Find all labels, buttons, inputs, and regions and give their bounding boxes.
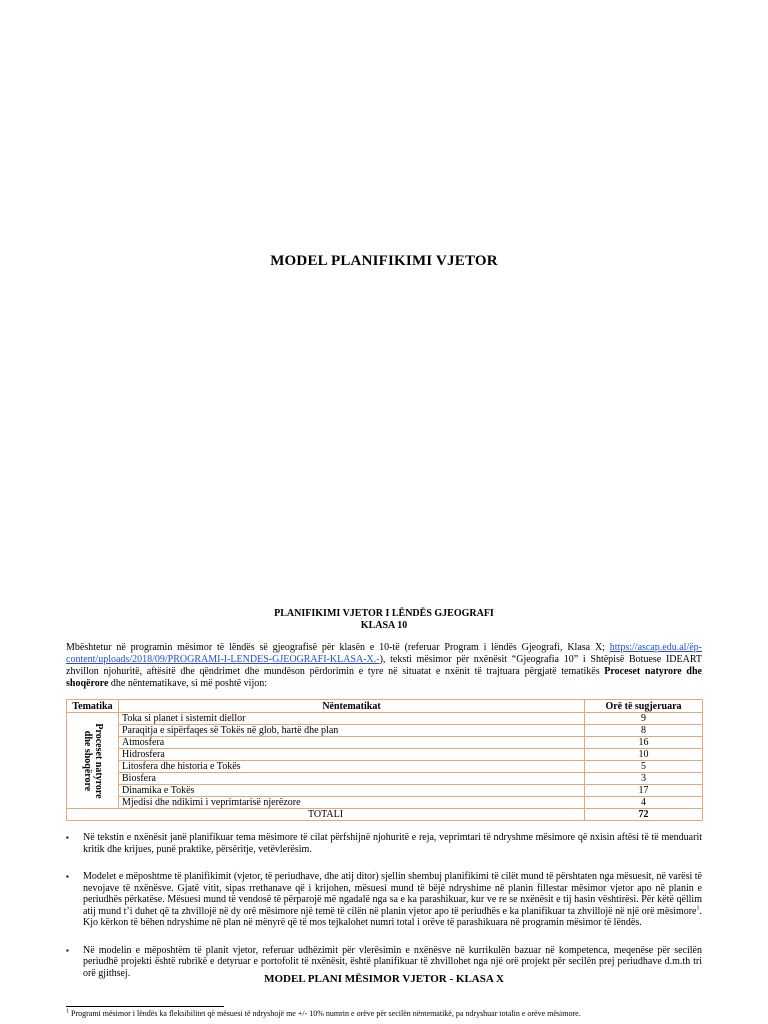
bullet-square-icon: ▪ xyxy=(66,833,69,842)
plan-heading-line2: KLASA 10 xyxy=(360,620,408,631)
subtopic-cell: Biosfera xyxy=(119,773,585,785)
table-header-row xyxy=(67,700,703,713)
table-row xyxy=(67,785,703,797)
hours-cell: 4 xyxy=(585,797,703,809)
hours-cell: 16 xyxy=(585,737,703,749)
subtopic-cell: Dinamika e Tokës xyxy=(119,785,585,797)
footnote-mark: 1 xyxy=(66,1008,69,1015)
intro-text-1: Mbështetur në programin mësimor të lëndës së gjeografisë për klasën e 10-të (referuar Program i lëndës Gjeografi, Klasa X; xyxy=(66,642,610,653)
note-text-cont: . Kjo kërkon të bëhen ndryshime në plan në mënyrë që të mos tejkalohet numri total i orëve të parashikuara në programin mësimor të lëndës. xyxy=(83,905,702,928)
plan-heading-line1: PLANIFIKIMI VJETOR I LËNDËS GJEOGRAFI xyxy=(274,608,494,619)
subtopic-cell: Toka si planet i sistemit diellor xyxy=(119,713,585,725)
footnote-text: Programi mësimor i lëndës ka fleksibilitet që mësuesi të ndryshojë me +/- 10% numrin e orëve për secilën nëntematikë, pa ndryshuar totalin e orëve mësimore. xyxy=(69,1009,581,1018)
hours-cell: 8 xyxy=(585,725,703,737)
table-row xyxy=(67,761,703,773)
total-row xyxy=(67,809,703,821)
subtopic-cell: Mjedisi dhe ndikimi i veprimtarisë njerëzore xyxy=(119,797,585,809)
hours-cell: 3 xyxy=(585,773,703,785)
subtopic-cell: Hidrosfera xyxy=(119,749,585,761)
table-row xyxy=(67,797,703,809)
table-row xyxy=(67,737,703,749)
intro-text-3: dhe nëntematikave, si më poshtë vijon: xyxy=(108,678,267,689)
bullet-square-icon: ▪ xyxy=(66,945,69,955)
bullet-square-icon: ▪ xyxy=(66,872,69,881)
subtopics-table xyxy=(66,699,703,821)
hours-cell: 17 xyxy=(585,785,703,797)
tematika-label-line1: Proceset natyrore xyxy=(92,722,104,799)
footnote xyxy=(66,1009,706,1019)
tematika-label-line2: dhe shoqërore xyxy=(81,730,93,791)
program-link[interactable]: https://ascap.edu.al/ëp-content/uploads/2018/09/PROGRAMI-I-LENDES-GJEOGRAFI-KLASA-X.- xyxy=(66,642,702,665)
list-item xyxy=(66,871,702,929)
table-row xyxy=(67,725,703,737)
total-label: TOTALI xyxy=(67,809,585,821)
header-ore: Orë të sugjeruara xyxy=(585,700,703,713)
plan-heading xyxy=(0,608,768,632)
header-tematika: Tematika xyxy=(67,700,119,713)
note-text: Në modelin e mëposhtëm të planit vjetor, referuar udhëzimit për vlerësimin e nxënësve në kurrikulën bazuar në kompetenca, meqenëse për secilën periudhë projekti është rubrikë e detyruar e portofolit të nxënësit, është planifikuar të zhvillohet nga një orë projekt për secilën prej periudhave d.m.th tri orë gjithsej. xyxy=(83,944,702,979)
intro-bold-topic: Proceset natyrore dhe shoqërore xyxy=(66,666,702,689)
list-item xyxy=(66,832,702,855)
tematika-cell xyxy=(67,713,119,809)
note-text: Në tekstin e nxënësit janë planifikuar tema mësimore të cilat përfshijnë njohuritë e reja, veprimtari të ndryshme mësimore që nxisin aftësi të të menduarit kritik dhe krijues, punë praktike, përsëritje, vetëvlerësim. xyxy=(83,832,702,855)
table-row xyxy=(67,773,703,785)
table-row xyxy=(67,713,703,725)
hours-cell: 10 xyxy=(585,749,703,761)
footnote-ref: 1 xyxy=(696,905,700,912)
header-nentematikat: Nëntematikat xyxy=(119,700,585,713)
notes-list xyxy=(66,832,702,979)
subtopic-cell: Atmosfera xyxy=(119,737,585,749)
intro-paragraph xyxy=(66,642,702,690)
intro-text-2: ), teksti mësimor për nxënësit “Gjeografia 10” i Shtëpisë Botuese IDEART zhvillon njohuritë, aftësitë dhe qëndrimet dhe mundëson përdorimin e tyre në situatat e nxënit të trajtuara përgjatë tematikës xyxy=(66,654,702,677)
tematika-label xyxy=(82,723,104,798)
subtopic-cell: Litosfera dhe historia e Tokës xyxy=(119,761,585,773)
footnote-divider xyxy=(66,1006,224,1007)
document-title: MODEL PLANIFIKIMI VJETOR xyxy=(270,253,498,269)
note-text: Modelet e mëposhtme të planifikimit (vjetor, të periudhave, dhe atij ditor) sjellin shembuj planifikimi të cilët mund të përshtaten nga mësuesit, në varësi të nevojave të nxënësve. Gjatë vitit, sipas rrethanave që i krijohen, mësuesi mund të bëjë ndryshime në planin fillestar mësimor vjetor apo në planin e periudhës përkatëse. Mësuesi mund të vendosë të përparojë më ngadalë nga sa e ka parashikuar, kur ve re se nxënësit e tij hasin vështirësi. Për këtë qëllim atij mund t’i duhet që ta zhvillojë në dy orë mësimore një temë të cilën në planin vjetor apo të periudhës e ka planifikuar ta zhvillojë në një orë mësimore xyxy=(83,871,702,917)
subtopic-cell: Paraqitja e sipërfaqes së Tokës në glob, hartë dhe plan xyxy=(119,725,585,737)
total-hours: 72 xyxy=(585,809,703,821)
section-title: MODEL PLANI MËSIMOR VJETOR - KLASA X xyxy=(264,973,504,985)
table-row xyxy=(67,749,703,761)
hours-cell: 5 xyxy=(585,761,703,773)
hours-cell: 9 xyxy=(585,713,703,725)
